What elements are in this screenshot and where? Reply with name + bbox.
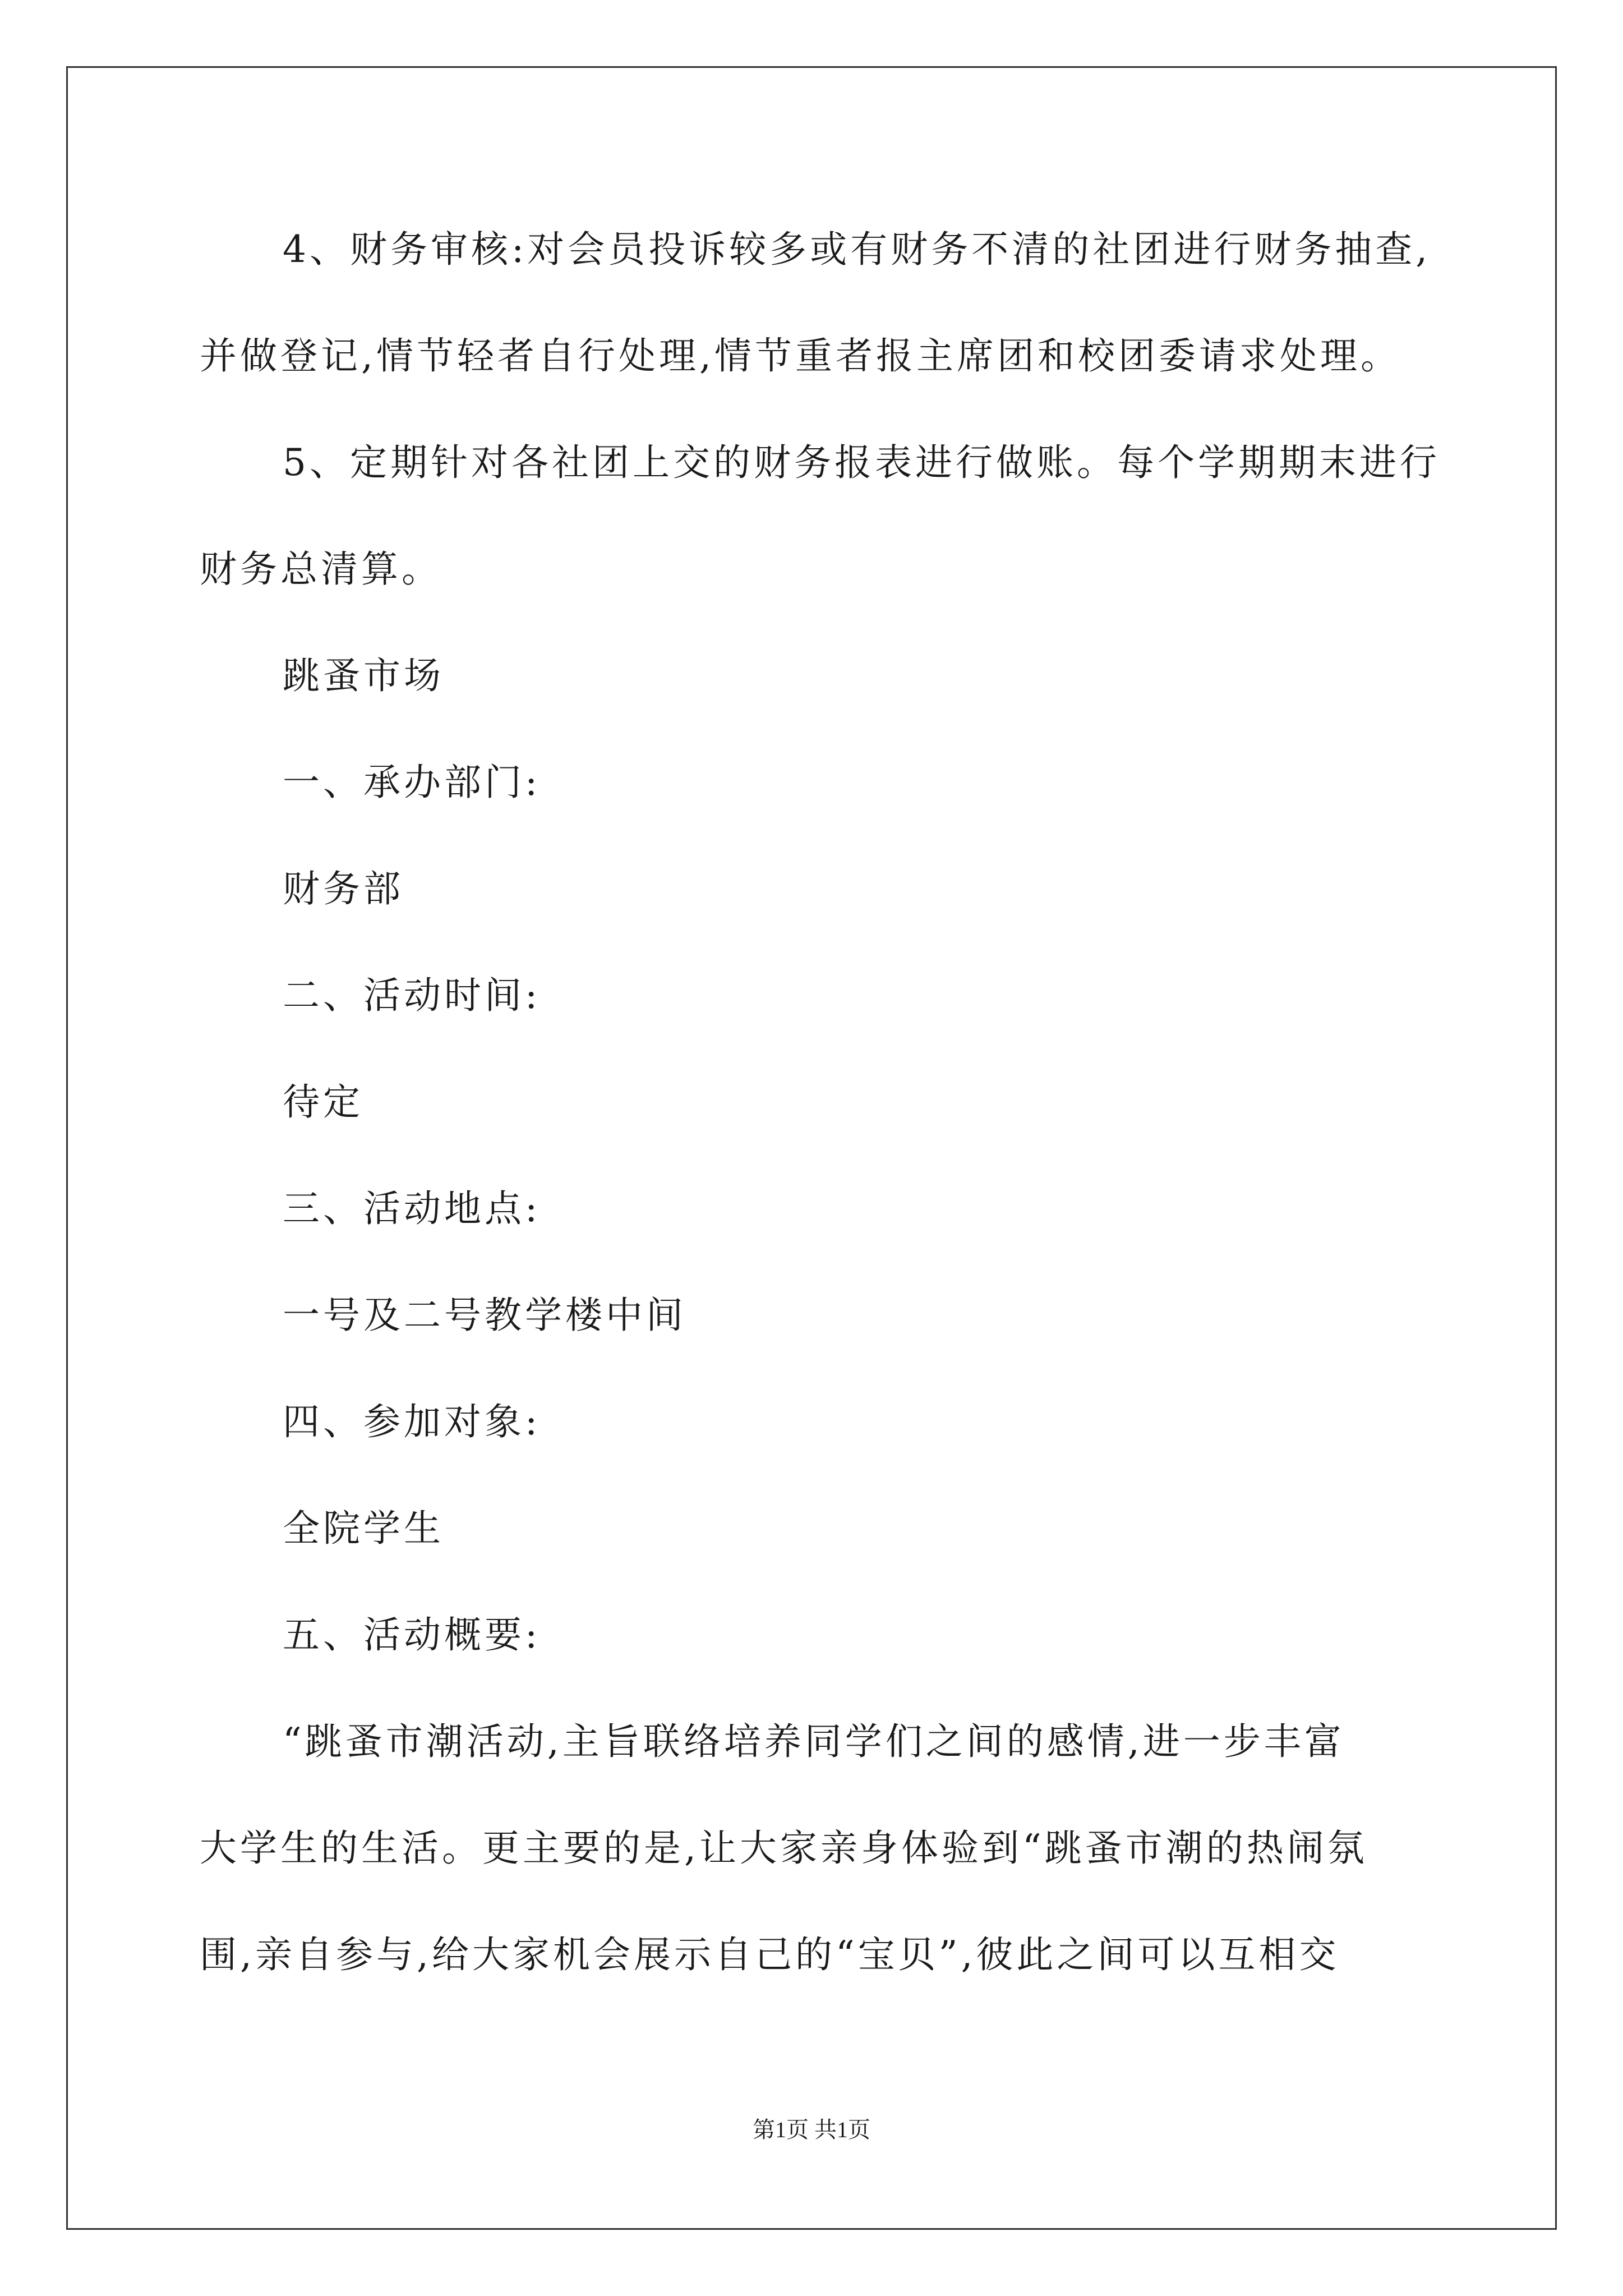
paragraph-line: 财务总清算。: [200, 547, 442, 591]
section-heading: 四、参加对象:: [283, 1400, 541, 1443]
paragraph-line: 大学生的生活。更主要的是,让大家亲身体验到“跳蚤市潮的热闹氛: [200, 1826, 1368, 1870]
section-value: 一号及二号教学楼中间: [283, 1294, 686, 1337]
paragraph-line: 并做登记,情节轻者自行处理,情节重者报主席团和校团委请求处理。: [200, 334, 1401, 378]
section-value: 待定: [283, 1080, 363, 1124]
page-number: 第1页 共1页: [753, 2117, 870, 2142]
page-border: [66, 66, 1557, 2230]
paragraph-line: “跳蚤市潮活动,主旨联络培养同学们之间的感情,进一步丰富: [283, 1720, 1345, 1763]
section-title: 跳蚤市场: [283, 654, 444, 697]
section-heading: 三、活动地点:: [283, 1187, 541, 1230]
section-heading: 五、活动概要:: [283, 1613, 541, 1657]
section-value: 全院学生: [283, 1507, 444, 1550]
section-heading: 一、承办部门:: [283, 761, 541, 804]
paragraph-line: 围,亲自参与,给大家机会展示自己的“宝贝”,彼此之间可以互相交: [200, 1933, 1340, 1976]
paragraph-line: 5、定期针对各社团上交的财务报表进行做账。每个学期期末进行: [283, 441, 1440, 484]
section-value: 财务部: [283, 867, 404, 910]
section-heading: 二、活动时间:: [283, 974, 541, 1017]
paragraph-line: 4、财务审核:对会员投诉较多或有财务不清的社团进行财务抽查,: [283, 228, 1431, 271]
